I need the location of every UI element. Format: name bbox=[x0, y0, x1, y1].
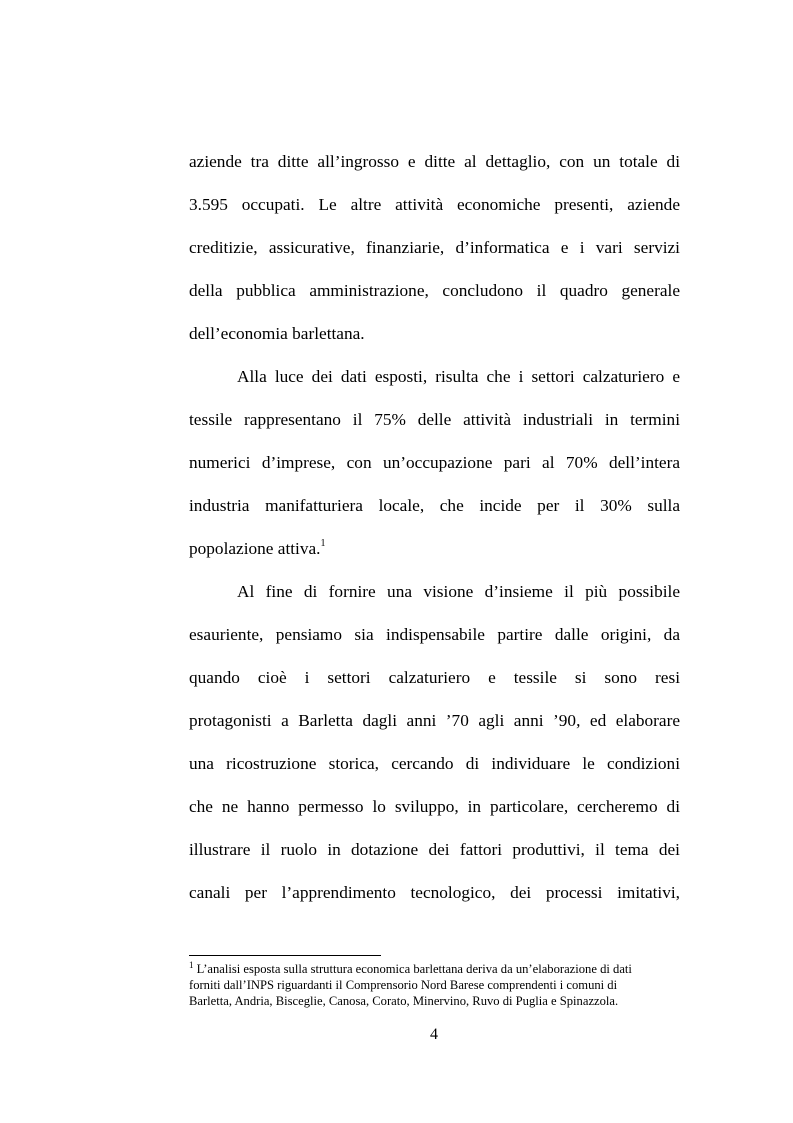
text-line: della pubblica amministrazione, concludono il quadro generale bbox=[189, 281, 680, 300]
body-text bbox=[189, 140, 680, 914]
paragraph-2 bbox=[189, 355, 680, 570]
text-line: industria manifatturiera locale, che incide per il 30% sulla bbox=[189, 496, 680, 515]
text-line: illustrare il ruolo in dotazione dei fattori produttivi, il tema dei bbox=[189, 840, 680, 859]
text-line: protagonisti a Barletta dagli anni ’70 agli anni ’90, ed elaborare bbox=[189, 711, 680, 730]
paragraph-1 bbox=[189, 140, 680, 355]
footnote-text: L’analisi esposta sulla struttura economica barlettana deriva da un’elaborazione di dati bbox=[196, 962, 632, 976]
footnote-line: forniti dall’INPS riguardanti il Comprensorio Nord Barese comprendenti i comuni di bbox=[189, 978, 618, 992]
footnote bbox=[189, 961, 680, 1009]
text-line: tessile rappresentano il 75% delle attività industriali in termini bbox=[189, 410, 680, 429]
page-number: 4 bbox=[430, 1026, 438, 1043]
text-line: una ricostruzione storica, cercando di individuare le condizioni bbox=[189, 754, 680, 773]
text-line: aziende tra ditte all’ingrosso e ditte al dettaglio, con un totale di bbox=[189, 152, 680, 171]
text-line: esauriente, pensiamo sia indispensabile partire dalle origini, da bbox=[189, 625, 680, 644]
text-line: 3.595 occupati. Le altre attività economiche presenti, aziende bbox=[189, 195, 680, 214]
text-line-with-footnote bbox=[189, 527, 680, 570]
text-line: Al fine di fornire una visione d’insieme il più possibile bbox=[237, 582, 680, 601]
text-line: quando cioè i settori calzaturiero e tessile si sono resi bbox=[189, 668, 680, 687]
footnote-reference[interactable]: 1 bbox=[320, 538, 326, 549]
text-line: che ne hanno permesso lo sviluppo, in particolare, cercheremo di bbox=[189, 797, 680, 816]
paragraph-3 bbox=[189, 570, 680, 914]
text-line: Alla luce dei dati esposti, risulta che i settori calzaturiero e bbox=[237, 367, 680, 386]
text-line: popolazione attiva. bbox=[189, 539, 321, 558]
text-line: dell’economia barlettana. bbox=[189, 324, 365, 343]
footnote-marker: 1 bbox=[189, 960, 194, 970]
footnote-separator bbox=[189, 955, 381, 956]
footnote-line: Barletta, Andria, Bisceglie, Canosa, Corato, Minervino, Ruvo di Puglia e Spinazzola. bbox=[189, 994, 619, 1008]
text-line: numerici d’imprese, con un’occupazione pari al 70% dell’intera bbox=[189, 453, 680, 472]
text-line: creditizie, assicurative, finanziarie, d’informatica e i vari servizi bbox=[189, 238, 680, 257]
footnote-line bbox=[189, 961, 680, 977]
text-line: canali per l’apprendimento tecnologico, dei processi imitativi, bbox=[189, 883, 680, 902]
